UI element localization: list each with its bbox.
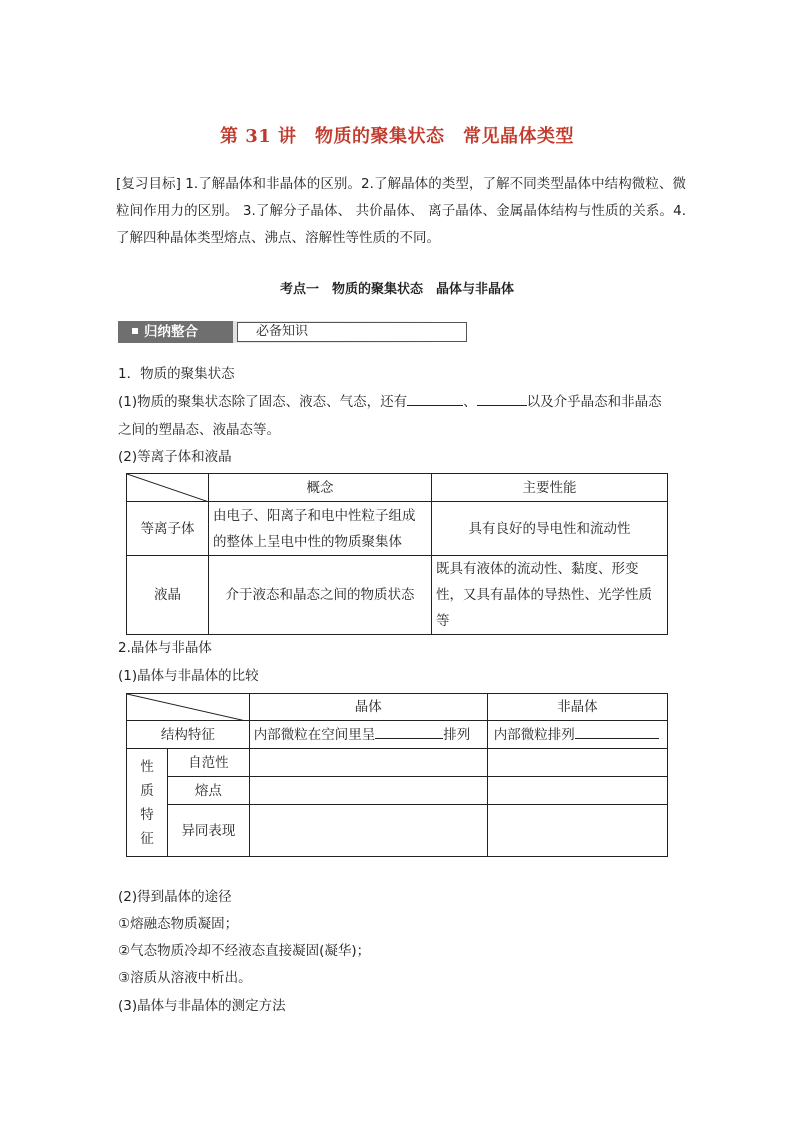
amorphous-structure-text: 内部微粒排列 — [493, 726, 575, 743]
section-banner — [118, 321, 433, 345]
diagonal-line — [127, 474, 209, 502]
header-property: 主要性能 — [432, 474, 668, 502]
square-bullet-icon — [132, 328, 138, 334]
fill-blank — [477, 391, 527, 406]
amorphous-structure — [487, 721, 667, 749]
p1-text-a: (1)物质的聚集状态除了固态、液态、气态，还有 — [118, 394, 408, 410]
property-row-label: 自范性 — [168, 749, 250, 777]
property-row-label: 异同表现 — [168, 805, 250, 857]
crystal-structure — [249, 721, 487, 749]
fill-blank — [575, 724, 659, 739]
row-property: 具有良好的导电性和流动性 — [432, 502, 668, 556]
part2-heading: 2.晶体与非晶体 — [118, 640, 212, 656]
p1-text-b: 以及介乎晶态和非晶态 — [526, 394, 662, 410]
row-name: 液晶 — [127, 556, 209, 635]
banner-main — [118, 321, 233, 343]
empty-cell — [249, 805, 487, 857]
diagonal-header-cell — [127, 474, 209, 502]
banner-main-label: 归纳整合 — [144, 324, 198, 340]
property-label — [127, 749, 168, 857]
structure-label: 结构特征 — [127, 721, 250, 749]
method-item: ①熔融态物质凝固； — [118, 916, 239, 932]
empty-cell — [487, 805, 667, 857]
goals-label: [复习目标] — [116, 176, 181, 192]
part3-next-heading: (3)晶体与非晶体的测定方法 — [118, 998, 286, 1014]
header-amorphous: 非晶体 — [487, 694, 667, 721]
method-item: ③溶质从溶液中析出。 — [118, 970, 252, 986]
part1-paragraph1 — [118, 388, 688, 416]
row-property: 既具有液体的流动性、黏度、形变性，又具有晶体的导热性、光学性质等 — [432, 556, 668, 635]
plasma-liquid-crystal-table — [126, 473, 668, 635]
header-concept: 概念 — [209, 474, 432, 502]
property-row-label: 熔点 — [168, 777, 250, 805]
crystal-comparison-table — [126, 693, 668, 857]
goals-text: 1.了解晶体和非晶体的区别。2.了解晶体的类型，了解不同类型晶体中结构微粒、微粒间作用力的区别。 3.了解分子晶体、 共价晶体、 离子晶体、金属晶体结构与性质的关系。4.了解四种晶体类型熔点、沸点、溶解性等性质的不同。 — [116, 176, 686, 246]
row-name: 等离子体 — [127, 502, 209, 556]
part1-paragraph1-cont: 之间的塑晶态、液晶态等。 — [118, 422, 280, 438]
part1-heading: 1．物质的聚集状态 — [118, 366, 235, 382]
empty-cell — [249, 777, 487, 805]
banner-sub-label: 必备知识 — [237, 322, 467, 342]
page-title: 第 31 讲 物质的聚集状态 常见晶体类型 — [219, 126, 575, 147]
row-concept: 介于液态和晶态之间的物质状态 — [209, 556, 432, 635]
diagonal-line — [127, 694, 246, 721]
property-label-char: 征 — [140, 830, 154, 847]
part3-heading: (2)得到晶体的途径 — [118, 889, 232, 905]
empty-cell — [487, 777, 667, 805]
property-label-char: 质 — [140, 782, 154, 799]
fill-blank — [407, 391, 463, 406]
empty-cell — [249, 749, 487, 777]
crystal-structure-text-b: 排列 — [443, 726, 471, 743]
review-goals — [116, 171, 686, 252]
part1-paragraph2: (2)等离子体和液晶 — [118, 449, 232, 465]
p1-sep: 、 — [463, 394, 477, 410]
part2-paragraph1: (1)晶体与非晶体的比较 — [118, 668, 259, 684]
row-concept: 由电子、阳离子和电中性粒子组成的整体上呈电中性的物质聚集体 — [209, 502, 432, 556]
fill-blank — [375, 724, 443, 739]
property-label-char: 性 — [140, 758, 154, 775]
header-crystal: 晶体 — [249, 694, 487, 721]
crystal-structure-text-a: 内部微粒在空间里呈 — [253, 726, 376, 743]
empty-cell — [487, 749, 667, 777]
section-title: 考点一 物质的聚集状态 晶体与非晶体 — [279, 282, 514, 297]
diagonal-header-cell — [127, 694, 250, 721]
method-item: ②气态物质冷却不经液态直接凝固(凝华)； — [118, 943, 371, 959]
property-label-char: 特 — [140, 806, 154, 823]
